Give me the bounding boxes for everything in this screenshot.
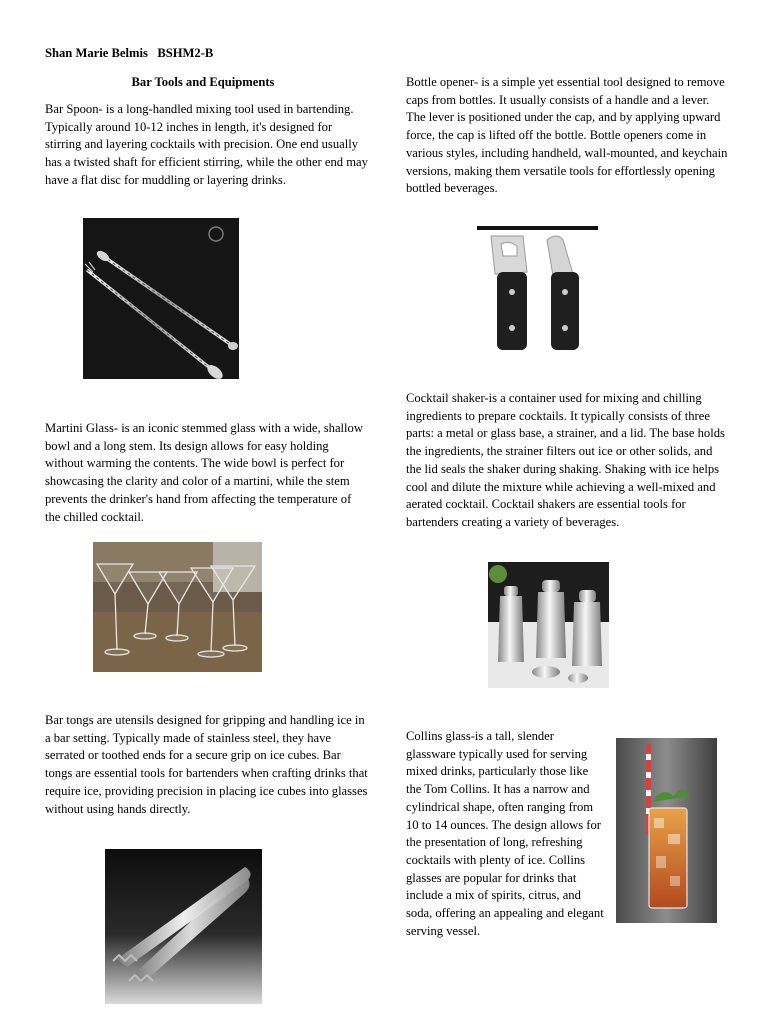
- bottle-opener-description: Bottle opener- is a simple yet essential tool designed to remove caps from bottles. It usually consists of a handle and a lever. The lever is positioned under the cap, and by applying upward force, the cap is lifted off the bottle. Bottle openers come in various styles, including handheld, wall-mounted, and keychain versions, making them versatile tools for effortlessly opening bottled beverages.: [406, 75, 728, 196]
- collins-glass-photo: [616, 738, 717, 923]
- martini-glass-description: Martini Glass- is an iconic stemmed glass with a wide, shallow bowl and a long stem. Its design allows for easy holding without warming the contents. The wide bowl is perfect for showcasing the clarity and color of a martini, while the stem prevents the drinker's hand from affecting the temperature of the chilled cocktail.: [45, 421, 363, 524]
- collins-glass-description: Collins glass-is a tall, slender glassware typically used for serving mixed drinks, particularly those like the Tom Collins. It has a narrow and cylindrical shape, often ranging from 10 to 14 ounces. The design allows for the presentation of long, refreshing cocktails with plenty of ice. Collins glasses are popular for drinks that include a mix of spirits, citrus, and soda, offering an appealing and elegant serving vessel.: [406, 729, 604, 938]
- bottle-opener-photo: [477, 226, 598, 354]
- cocktail-shaker-photo: [488, 562, 609, 688]
- bar-spoon-description: Bar Spoon- is a long-handled mixing tool used in bartending. Typically around 10-12 inches in length, it's designed for stirring and layering cocktails with precision. One end usually has a twisted shaft for efficient stirring, while the other end may have a flat disc for muddling or layering drinks.: [45, 102, 368, 187]
- section-code: BSHM2-B: [157, 46, 214, 60]
- martini-glass-photo: [93, 542, 262, 672]
- bar-tongs-photo: [105, 849, 262, 1004]
- author-name: Shan Marie Belmis: [45, 46, 148, 60]
- document-title: Bar Tools and Equipments: [131, 75, 275, 89]
- bar-tongs-description: Bar tongs are utensils designed for gripping and handling ice in a bar setting. Typically made of stainless steel, they have serrated or toothed ends for a secure grip on ice cubes. Bar tongs are essential tools for bartenders when crafting drinks that require ice, providing precision in placing ice cubes into glasses without using hands directly.: [45, 713, 368, 816]
- author-line: [45, 45, 365, 63]
- bar-spoon-photo: [83, 218, 239, 379]
- cocktail-shaker-description: Cocktail shaker-is a container used for mixing and chilling ingredients to prepare cocktails. It typically consists of three parts: a metal or glass base, a strainer, and a lid. The base holds the ingredients, the strainer filters out ice or other solids, and the lid seals the shaker during shaking. Shaking with ice helps cool and dilute the mixture while achieving a well-mixed and aerated cocktail. Cocktail shakers are essential tools for bartenders creating a variety of beverages.: [406, 391, 725, 529]
